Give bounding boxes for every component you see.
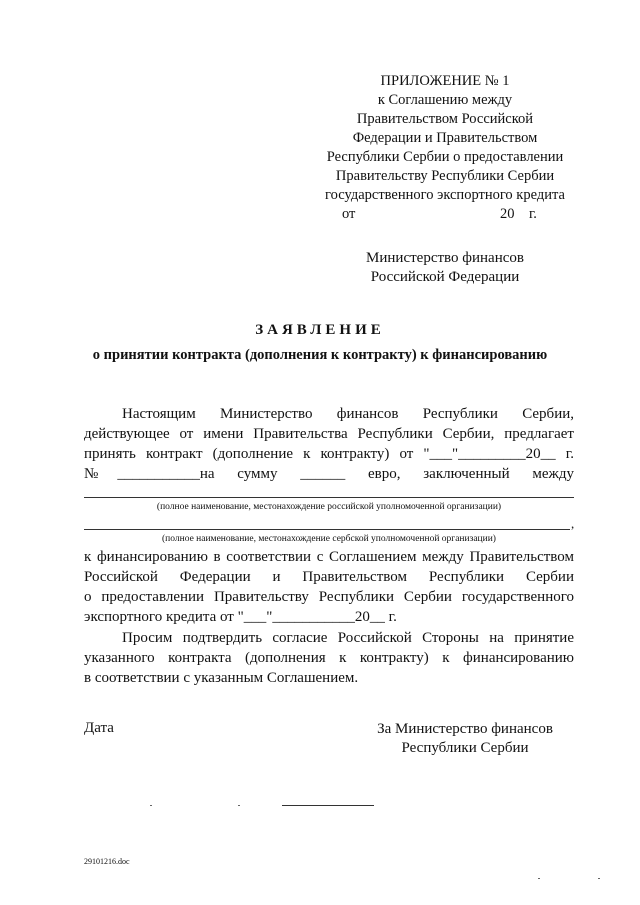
trailing-comma: , xyxy=(571,516,575,531)
scan-mark xyxy=(538,878,540,879)
paragraph-line: Настоящим Министерство финансов Республики Сербии, xyxy=(122,406,574,422)
scan-mark xyxy=(238,805,240,806)
signatory-line: Республики Сербии xyxy=(401,740,529,756)
appendix-line: Республики Сербии о предоставлении xyxy=(326,149,564,165)
document-subtitle: о принятии контракта (дополнения к контракту) к финансированию xyxy=(92,347,548,363)
appendix-line: Правительству Республики Сербии xyxy=(335,168,555,184)
russian-organization-caption: (полное наименование, местонахождение российской уполномоченной организации) xyxy=(156,502,502,512)
appendix-line: Федерации и Правительством xyxy=(352,130,538,146)
paragraph-line: о предоставлении Правительству Республики Сербии государственного xyxy=(84,589,574,605)
signatory-line: За Министерство финансов xyxy=(377,721,553,737)
signatory-block xyxy=(360,720,570,758)
addressee-line: Министерство финансов xyxy=(366,250,524,266)
document-title: ЗАЯВЛЕНИЕ xyxy=(255,322,385,338)
appendix-header xyxy=(300,72,590,224)
paragraph-financing xyxy=(84,547,574,627)
appendix-line: Правительством Российской xyxy=(356,111,534,127)
serbian-organization-fill-line xyxy=(84,529,570,530)
appendix-from-label: от xyxy=(342,206,356,222)
russian-organization-fill-line xyxy=(84,497,574,498)
appendix-date-line xyxy=(300,205,590,224)
appendix-line: к Соглашению между xyxy=(377,92,513,108)
addressee-block xyxy=(330,249,560,287)
serbian-organization-caption: (полное наименование, местонахождение сербской уполномоченной организации) xyxy=(162,534,496,544)
paragraph-line: №___________на сумму ______ евро, заключенный между xyxy=(84,466,574,482)
paragraph-line: указанного контракта (дополнения к контракту) к финансированию xyxy=(84,650,574,666)
document-filename: 29101216.doc xyxy=(84,857,130,866)
scan-mark xyxy=(598,878,600,879)
scan-mark xyxy=(150,805,152,806)
paragraph-line: к финансированию в соответствии с Соглашением между Правительством xyxy=(84,549,574,565)
paragraph-line: экспортного кредита от "___"___________20__ г. xyxy=(84,609,397,625)
appendix-title: ПРИЛОЖЕНИЕ № 1 xyxy=(380,73,510,89)
paragraph-offer xyxy=(84,404,574,484)
paragraph-line: действующее от имени Правительства Республики Сербии, предлагает xyxy=(84,426,574,442)
paragraph-line: в соответствии с указанным Соглашением. xyxy=(84,670,359,686)
paragraph-line: принять контракт (дополнение к контракту) от "___"_________20__ г. xyxy=(84,446,574,462)
appendix-year-label: 20 г. xyxy=(500,206,537,222)
paragraph-line: Российской Федерации и Правительством Республики Сербии xyxy=(84,569,574,585)
addressee-line: Российской Федерации xyxy=(370,269,520,285)
signature-line xyxy=(282,805,374,806)
appendix-line: государственного экспортного кредита xyxy=(325,187,565,203)
paragraph-line: Просим подтвердить согласие Российской Стороны на принятие xyxy=(122,630,574,646)
paragraph-request xyxy=(84,628,574,688)
date-label: Дата xyxy=(84,720,114,736)
